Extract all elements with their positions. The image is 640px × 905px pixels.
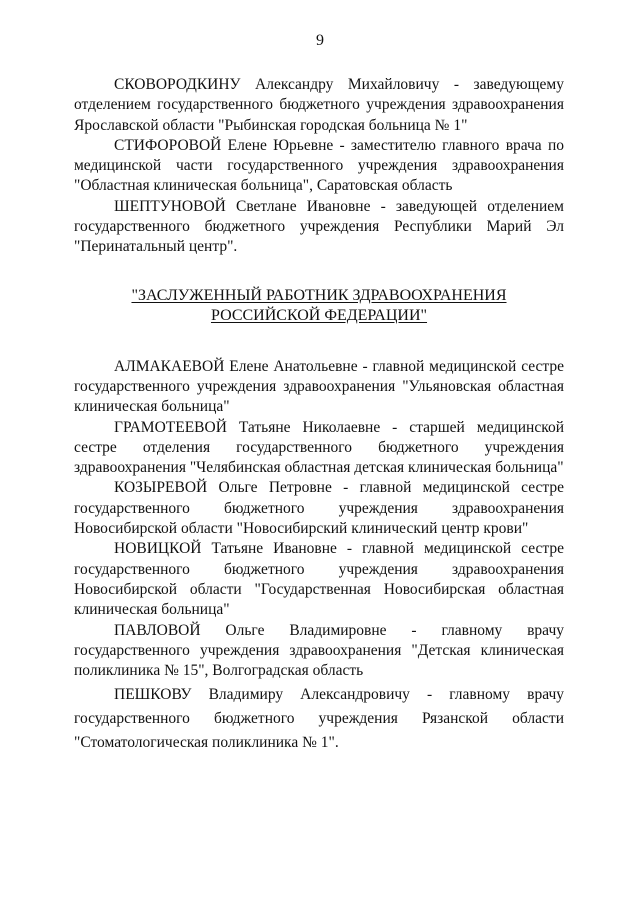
award-title-line-2: РОССИЙСКОЙ ФЕДЕРАЦИИ" — [210, 307, 428, 325]
document-body — [74, 75, 564, 755]
award-entry: СТИФОРОВОЙ Елене Юрьевне - заместителю главного врача по медицинской части государственного учреждения здравоохранения "Областная клиническая больница", Саратовская область — [74, 136, 564, 195]
award-entry: ПАВЛОВОЙ Ольге Владимировне - главному врачу государственного учреждения здравоохранения "Детская клиническая поликлиника № 15", Волгоградская область — [74, 621, 564, 680]
award-entry: ПЕШКОВУ Владимиру Александровичу - главному врачу государственного бюджетного учреждения Рязанской области "Стоматологическая поликлиника № 1". — [74, 686, 564, 752]
award-title-heading — [74, 286, 564, 327]
award-entry: ШЕПТУНОВОЙ Светлане Ивановне - заведующей отделением государственного бюджетного учреждения Республики Марий Эл "Перинатальный центр". — [74, 197, 564, 256]
page-number: 9 — [316, 32, 324, 49]
award-entry: АЛМАКАЕВОЙ Елене Анатольевне - главной медицинской сестре государственного учреждения здравоохранения "Ульяновская областная клиническая больница" — [74, 357, 564, 416]
award-entry: НОВИЦКОЙ Татьяне Ивановне - главной медицинской сестре государственного бюджетного учреждения здравоохранения Новосибирской области "Государственная Новосибирская областная клиническая больница" — [74, 540, 564, 619]
award-entry: КОЗЫРЕВОЙ Ольге Петровне - главной медицинской сестре государственного бюджетного учреждения здравоохранения Новосибирской области "Новосибирский клинический центр крови" — [74, 479, 564, 538]
award-entry: ГРАМОТЕЕВОЙ Татьяне Николаевне - старшей медицинской сестре отделения государственного бюджетного учреждения здравоохранения "Челябинская областная детская клиническая больница" — [74, 418, 564, 477]
award-title-line-1: "ЗАСЛУЖЕННЫЙ РАБОТНИК ЗДРАВООХРАНЕНИЯ — [131, 286, 507, 304]
award-entry: СКОВОРОДКИНУ Александру Михайловичу - заведующему отделением государственного бюджетного учреждения здравоохранения Ярославской области "Рыбинская городская больница № 1" — [74, 76, 564, 134]
